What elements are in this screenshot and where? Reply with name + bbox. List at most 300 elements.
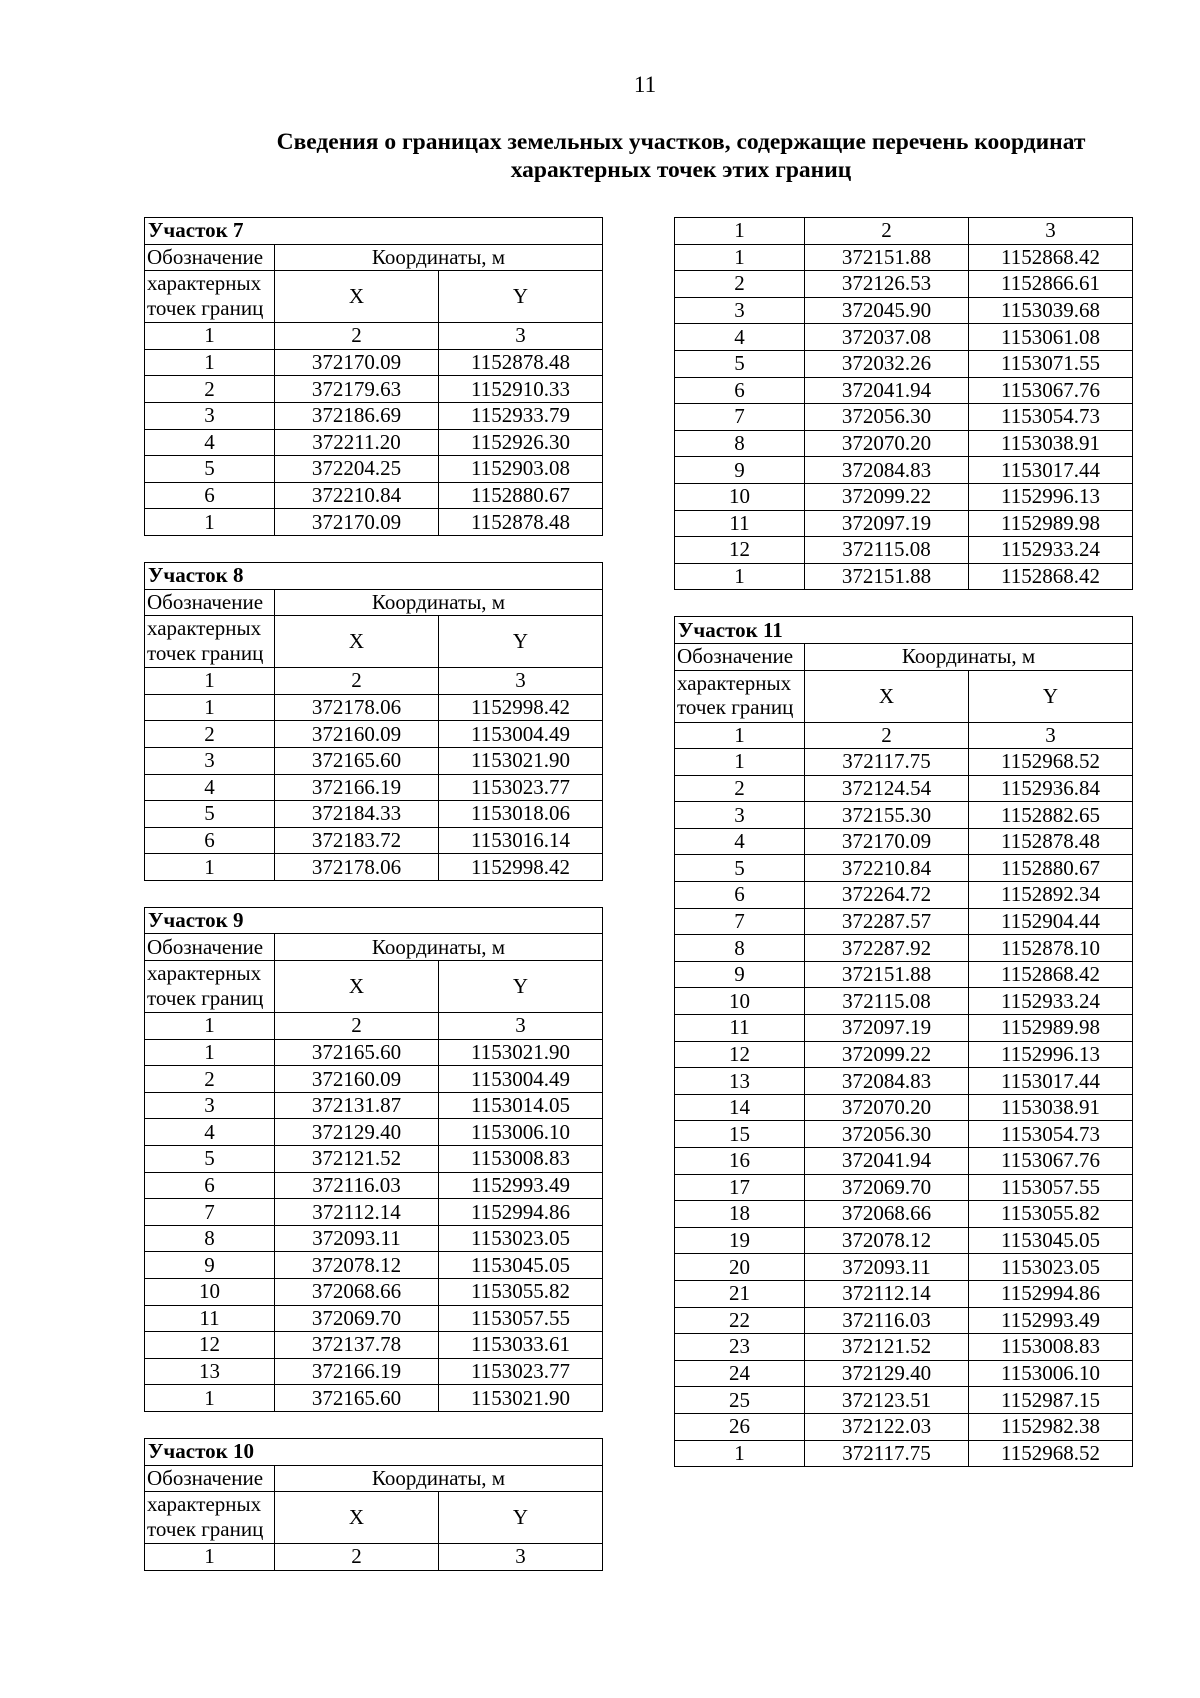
point-number: 18 — [675, 1201, 805, 1228]
x-coordinate: 372166.19 — [275, 1358, 439, 1385]
y-coordinate: 1152987.15 — [969, 1387, 1133, 1414]
y-coordinate: 1153054.73 — [969, 1121, 1133, 1148]
column-number: 3 — [969, 218, 1133, 245]
x-coordinate: 372069.70 — [275, 1305, 439, 1332]
y-coordinate: 1153055.82 — [439, 1279, 603, 1306]
y-coordinate: 1152994.86 — [969, 1280, 1133, 1307]
coordinates-header: Координаты, м — [275, 244, 603, 271]
x-coordinate: 372178.06 — [275, 694, 439, 721]
x-coordinate: 372121.52 — [275, 1146, 439, 1173]
table-row — [675, 802, 1133, 829]
table-row — [675, 988, 1133, 1015]
point-number: 4 — [145, 774, 275, 801]
point-number: 1 — [145, 1385, 275, 1412]
y-coordinate: 1152993.49 — [969, 1307, 1133, 1334]
x-coordinate: 372123.51 — [805, 1387, 969, 1414]
designation-header-cont — [675, 670, 805, 722]
table-row — [145, 694, 603, 721]
x-coordinate: 372045.90 — [805, 297, 969, 324]
x-header: X — [805, 670, 969, 722]
point-number: 3 — [675, 802, 805, 829]
x-coordinate: 372056.30 — [805, 404, 969, 431]
x-coordinate: 372116.03 — [275, 1172, 439, 1199]
table-row — [675, 1094, 1133, 1121]
x-coordinate: 372151.88 — [805, 961, 969, 988]
y-coordinate: 1153071.55 — [969, 350, 1133, 377]
y-coordinate: 1152982.38 — [969, 1413, 1133, 1440]
y-coordinate: 1153055.82 — [969, 1201, 1133, 1228]
y-header: Y — [969, 670, 1133, 722]
y-coordinate: 1153061.08 — [969, 324, 1133, 351]
column-number: 1 — [675, 218, 805, 245]
table-row — [675, 510, 1133, 537]
table-row — [145, 402, 603, 429]
table-row — [145, 1146, 603, 1173]
x-coordinate: 372151.88 — [805, 563, 969, 590]
y-coordinate: 1152968.52 — [969, 1440, 1133, 1467]
x-coordinate: 372099.22 — [805, 1041, 969, 1068]
point-number: 1 — [145, 509, 275, 536]
table-row — [145, 376, 603, 403]
y-coordinate: 1153033.61 — [439, 1332, 603, 1359]
y-coordinate: 1152892.34 — [969, 882, 1133, 909]
point-number: 12 — [145, 1332, 275, 1359]
y-coordinate: 1153017.44 — [969, 457, 1133, 484]
x-coordinate: 372117.75 — [805, 749, 969, 776]
table-row — [675, 882, 1133, 909]
point-number: 5 — [675, 855, 805, 882]
x-header: X — [275, 616, 439, 668]
point-number: 19 — [675, 1227, 805, 1254]
table-row — [145, 1252, 603, 1279]
point-number: 1 — [145, 1039, 275, 1066]
table-row — [675, 537, 1133, 564]
table-row — [675, 563, 1133, 590]
point-number: 1 — [675, 244, 805, 271]
x-coordinate: 372099.22 — [805, 483, 969, 510]
table-row — [675, 430, 1133, 457]
y-coordinate: 1153045.05 — [969, 1227, 1133, 1254]
table-row — [145, 349, 603, 376]
table-row — [675, 1334, 1133, 1361]
y-coordinate: 1152994.86 — [439, 1199, 603, 1226]
designation-header-cont — [145, 961, 275, 1013]
point-number: 23 — [675, 1334, 805, 1361]
parcel-title: Участок 8 — [145, 562, 603, 589]
table-row — [675, 855, 1133, 882]
table-row — [675, 775, 1133, 802]
y-coordinate: 1152878.10 — [969, 935, 1133, 962]
x-coordinate: 372056.30 — [805, 1121, 969, 1148]
y-coordinate: 1152998.42 — [439, 854, 603, 881]
y-header: Y — [439, 616, 603, 668]
column-number: 1 — [145, 1013, 275, 1040]
designation-line: характерных — [147, 961, 262, 986]
point-number: 21 — [675, 1280, 805, 1307]
y-coordinate: 1152989.98 — [969, 1015, 1133, 1042]
x-coordinate: 372122.03 — [805, 1413, 969, 1440]
y-coordinate: 1153045.05 — [439, 1252, 603, 1279]
point-number: 4 — [145, 1119, 275, 1146]
x-coordinate: 372287.92 — [805, 935, 969, 962]
table-row — [145, 1172, 603, 1199]
table-row — [675, 1201, 1133, 1228]
point-number: 5 — [145, 1146, 275, 1173]
point-number: 1 — [145, 694, 275, 721]
y-coordinate: 1152878.48 — [969, 828, 1133, 855]
y-coordinate: 1153008.83 — [969, 1334, 1133, 1361]
table-row — [145, 1225, 603, 1252]
y-coordinate: 1153021.90 — [439, 747, 603, 774]
table-row — [675, 908, 1133, 935]
point-number: 20 — [675, 1254, 805, 1281]
y-coordinate: 1152868.42 — [969, 961, 1133, 988]
point-number: 26 — [675, 1413, 805, 1440]
designation-header: Обозначение — [145, 589, 275, 616]
table-row — [145, 1039, 603, 1066]
table-row — [145, 509, 603, 536]
table-row — [145, 774, 603, 801]
y-coordinate: 1152968.52 — [969, 749, 1133, 776]
table-row — [675, 1174, 1133, 1201]
table-row — [675, 297, 1133, 324]
table-row — [675, 483, 1133, 510]
designation-line: характерных — [147, 616, 262, 641]
x-coordinate: 372097.19 — [805, 1015, 969, 1042]
y-coordinate: 1153017.44 — [969, 1068, 1133, 1095]
point-number: 3 — [145, 402, 275, 429]
x-coordinate: 372165.60 — [275, 747, 439, 774]
y-coordinate: 1153004.49 — [439, 721, 603, 748]
point-number: 13 — [145, 1358, 275, 1385]
parcel-table-9 — [144, 907, 603, 1412]
column-number: 2 — [275, 1544, 439, 1571]
table-row — [675, 828, 1133, 855]
parcel-table-7 — [144, 217, 603, 536]
designation-header-cont — [145, 616, 275, 668]
point-number: 3 — [145, 747, 275, 774]
x-coordinate: 372116.03 — [805, 1307, 969, 1334]
x-coordinate: 372069.70 — [805, 1174, 969, 1201]
parcel-table-11 — [674, 616, 1133, 1467]
y-coordinate: 1152866.61 — [969, 271, 1133, 298]
y-coordinate: 1153006.10 — [969, 1360, 1133, 1387]
point-number: 9 — [145, 1252, 275, 1279]
y-coordinate: 1152989.98 — [969, 510, 1133, 537]
y-coordinate: 1153023.05 — [969, 1254, 1133, 1281]
x-coordinate: 372186.69 — [275, 402, 439, 429]
y-coordinate: 1152933.24 — [969, 537, 1133, 564]
y-coordinate: 1153067.76 — [969, 377, 1133, 404]
point-number: 12 — [675, 537, 805, 564]
x-coordinate: 372124.54 — [805, 775, 969, 802]
point-number: 6 — [145, 1172, 275, 1199]
table-row — [145, 1305, 603, 1332]
table-row — [675, 1068, 1133, 1095]
column-number: 2 — [275, 1013, 439, 1040]
designation-line: точек границ — [677, 695, 794, 719]
point-number: 8 — [675, 430, 805, 457]
designation-line: точек границ — [147, 295, 264, 320]
table-row — [675, 404, 1133, 431]
y-coordinate: 1153023.77 — [439, 774, 603, 801]
table-row — [675, 961, 1133, 988]
point-number: 1 — [145, 854, 275, 881]
x-coordinate: 372084.83 — [805, 457, 969, 484]
x-coordinate: 372068.66 — [805, 1201, 969, 1228]
y-coordinate: 1152903.08 — [439, 456, 603, 483]
point-number: 7 — [675, 404, 805, 431]
point-number: 25 — [675, 1387, 805, 1414]
table-row — [675, 1227, 1133, 1254]
y-coordinate: 1153038.91 — [969, 430, 1133, 457]
y-coordinate: 1153057.55 — [969, 1174, 1133, 1201]
page-number: 11 — [633, 72, 657, 97]
point-number: 7 — [675, 908, 805, 935]
x-coordinate: 372115.08 — [805, 537, 969, 564]
table-row — [145, 721, 603, 748]
y-coordinate: 1152904.44 — [969, 908, 1133, 935]
x-coordinate: 372070.20 — [805, 1094, 969, 1121]
point-number: 2 — [675, 775, 805, 802]
coordinates-header: Координаты, м — [275, 1465, 603, 1492]
x-coordinate: 372068.66 — [275, 1279, 439, 1306]
column-number: 3 — [439, 1544, 603, 1571]
x-coordinate: 372117.75 — [805, 1440, 969, 1467]
x-header: X — [275, 271, 439, 323]
y-coordinate: 1152933.79 — [439, 402, 603, 429]
table-row — [145, 482, 603, 509]
y-header: Y — [439, 1492, 603, 1544]
column-number: 3 — [439, 323, 603, 350]
column-number: 1 — [145, 323, 275, 350]
y-coordinate: 1152993.49 — [439, 1172, 603, 1199]
point-number: 8 — [675, 935, 805, 962]
table-row — [675, 457, 1133, 484]
table-row — [145, 1119, 603, 1146]
parcel-title: Участок 7 — [145, 218, 603, 245]
parcel-table-10 — [144, 1438, 603, 1571]
table-row — [145, 429, 603, 456]
x-header: X — [275, 1492, 439, 1544]
point-number: 1 — [675, 1440, 805, 1467]
designation-header: Обозначение — [145, 244, 275, 271]
table-row — [675, 1254, 1133, 1281]
point-number: 7 — [145, 1199, 275, 1226]
y-coordinate: 1152880.67 — [969, 855, 1133, 882]
table-row — [675, 1280, 1133, 1307]
point-number: 24 — [675, 1360, 805, 1387]
column-number: 3 — [439, 668, 603, 695]
point-number: 4 — [675, 324, 805, 351]
x-coordinate: 372165.60 — [275, 1039, 439, 1066]
y-coordinate: 1152868.42 — [969, 563, 1133, 590]
x-coordinate: 372137.78 — [275, 1332, 439, 1359]
y-coordinate: 1152926.30 — [439, 429, 603, 456]
point-number: 11 — [675, 510, 805, 537]
point-number: 1 — [145, 349, 275, 376]
x-coordinate: 372041.94 — [805, 1148, 969, 1175]
table-row — [145, 1385, 603, 1412]
designation-header: Обозначение — [145, 1465, 275, 1492]
designation-line: характерных — [147, 1492, 262, 1517]
table-row — [675, 1440, 1133, 1467]
document-title: Сведения о границах земельных участков, содержащие перечень координат характерных точек этих границ — [276, 129, 1086, 183]
column-number: 1 — [145, 1544, 275, 1571]
x-coordinate: 372160.09 — [275, 721, 439, 748]
point-number: 22 — [675, 1307, 805, 1334]
point-number: 3 — [145, 1092, 275, 1119]
x-coordinate: 372084.83 — [805, 1068, 969, 1095]
y-coordinate: 1152878.48 — [439, 349, 603, 376]
point-number: 2 — [675, 271, 805, 298]
y-coordinate: 1152933.24 — [969, 988, 1133, 1015]
x-coordinate: 372126.53 — [805, 271, 969, 298]
point-number: 13 — [675, 1068, 805, 1095]
column-number: 2 — [275, 323, 439, 350]
x-coordinate: 372115.08 — [805, 988, 969, 1015]
x-coordinate: 372170.09 — [275, 509, 439, 536]
x-coordinate: 372093.11 — [275, 1225, 439, 1252]
x-coordinate: 372041.94 — [805, 377, 969, 404]
x-coordinate: 372112.14 — [805, 1280, 969, 1307]
point-number: 5 — [145, 456, 275, 483]
y-header: Y — [439, 271, 603, 323]
coordinates-header: Координаты, м — [805, 643, 1133, 670]
point-number: 11 — [675, 1015, 805, 1042]
y-coordinate: 1152878.48 — [439, 509, 603, 536]
point-number: 12 — [675, 1041, 805, 1068]
table-row — [675, 935, 1133, 962]
x-coordinate: 372210.84 — [805, 855, 969, 882]
x-coordinate: 372112.14 — [275, 1199, 439, 1226]
y-coordinate: 1152996.13 — [969, 1041, 1133, 1068]
y-coordinate: 1153023.77 — [439, 1358, 603, 1385]
y-coordinate: 1152998.42 — [439, 694, 603, 721]
x-coordinate: 372032.26 — [805, 350, 969, 377]
column-number: 2 — [805, 722, 969, 749]
table-row — [675, 1413, 1133, 1440]
point-number: 6 — [675, 377, 805, 404]
column-number: 1 — [675, 722, 805, 749]
table-row — [675, 377, 1133, 404]
right-column — [674, 217, 1132, 1467]
point-number: 3 — [675, 297, 805, 324]
table-row — [675, 244, 1133, 271]
table-row — [145, 1066, 603, 1093]
point-number: 1 — [675, 563, 805, 590]
y-coordinate: 1153038.91 — [969, 1094, 1133, 1121]
y-coordinate: 1153067.76 — [969, 1148, 1133, 1175]
point-number: 1 — [675, 749, 805, 776]
point-number: 10 — [675, 483, 805, 510]
x-coordinate: 372287.57 — [805, 908, 969, 935]
x-coordinate: 372070.20 — [805, 430, 969, 457]
designation-line: характерных — [147, 271, 262, 296]
y-coordinate: 1152868.42 — [969, 244, 1133, 271]
x-coordinate: 372078.12 — [275, 1252, 439, 1279]
y-coordinate: 1153021.90 — [439, 1039, 603, 1066]
point-number: 6 — [675, 882, 805, 909]
y-coordinate: 1153008.83 — [439, 1146, 603, 1173]
designation-line: точек границ — [147, 1516, 264, 1541]
y-coordinate: 1153057.55 — [439, 1305, 603, 1332]
x-coordinate: 372155.30 — [805, 802, 969, 829]
column-number: 2 — [805, 218, 969, 245]
x-coordinate: 372170.09 — [275, 349, 439, 376]
x-coordinate: 372184.33 — [275, 801, 439, 828]
y-coordinate: 1152880.67 — [439, 482, 603, 509]
parcel-title: Участок 10 — [145, 1438, 603, 1465]
x-coordinate: 372131.87 — [275, 1092, 439, 1119]
table-row — [675, 1307, 1133, 1334]
point-number: 4 — [145, 429, 275, 456]
table-row — [675, 324, 1133, 351]
x-coordinate: 372151.88 — [805, 244, 969, 271]
coordinates-header: Координаты, м — [275, 589, 603, 616]
point-number: 6 — [145, 827, 275, 854]
x-coordinate: 372160.09 — [275, 1066, 439, 1093]
designation-header-cont — [145, 271, 275, 323]
column-number: 2 — [275, 668, 439, 695]
x-coordinate: 372178.06 — [275, 854, 439, 881]
table-row — [675, 1015, 1133, 1042]
designation-header: Обозначение — [145, 934, 275, 961]
y-coordinate: 1153039.68 — [969, 297, 1133, 324]
designation-line: характерных — [677, 670, 792, 695]
table-row — [675, 271, 1133, 298]
x-coordinate: 372211.20 — [275, 429, 439, 456]
x-coordinate: 372204.25 — [275, 456, 439, 483]
point-number: 8 — [145, 1225, 275, 1252]
left-column — [144, 217, 602, 1571]
table-row — [675, 1041, 1133, 1068]
table-row — [145, 1358, 603, 1385]
y-coordinate: 1153016.14 — [439, 827, 603, 854]
parcel-table-10-continued — [674, 217, 1133, 590]
point-number: 6 — [145, 482, 275, 509]
x-coordinate: 372129.40 — [275, 1119, 439, 1146]
x-coordinate: 372097.19 — [805, 510, 969, 537]
x-coordinate: 372170.09 — [805, 828, 969, 855]
x-coordinate: 372166.19 — [275, 774, 439, 801]
table-row — [675, 1121, 1133, 1148]
point-number: 5 — [145, 801, 275, 828]
table-row — [675, 1360, 1133, 1387]
column-number: 1 — [145, 668, 275, 695]
x-coordinate: 372093.11 — [805, 1254, 969, 1281]
point-number: 11 — [145, 1305, 275, 1332]
point-number: 9 — [675, 457, 805, 484]
x-coordinate: 372037.08 — [805, 324, 969, 351]
x-coordinate: 372129.40 — [805, 1360, 969, 1387]
column-number: 3 — [439, 1013, 603, 1040]
table-row — [145, 456, 603, 483]
point-number: 16 — [675, 1148, 805, 1175]
table-row — [675, 1148, 1133, 1175]
column-number: 3 — [969, 722, 1133, 749]
table-row — [675, 1387, 1133, 1414]
table-row — [145, 1332, 603, 1359]
y-coordinate: 1153054.73 — [969, 404, 1133, 431]
y-coordinate: 1153014.05 — [439, 1092, 603, 1119]
designation-line: точек границ — [147, 640, 264, 665]
y-coordinate: 1153023.05 — [439, 1225, 603, 1252]
point-number: 2 — [145, 1066, 275, 1093]
point-number: 14 — [675, 1094, 805, 1121]
x-coordinate: 372183.72 — [275, 827, 439, 854]
point-number: 2 — [145, 721, 275, 748]
